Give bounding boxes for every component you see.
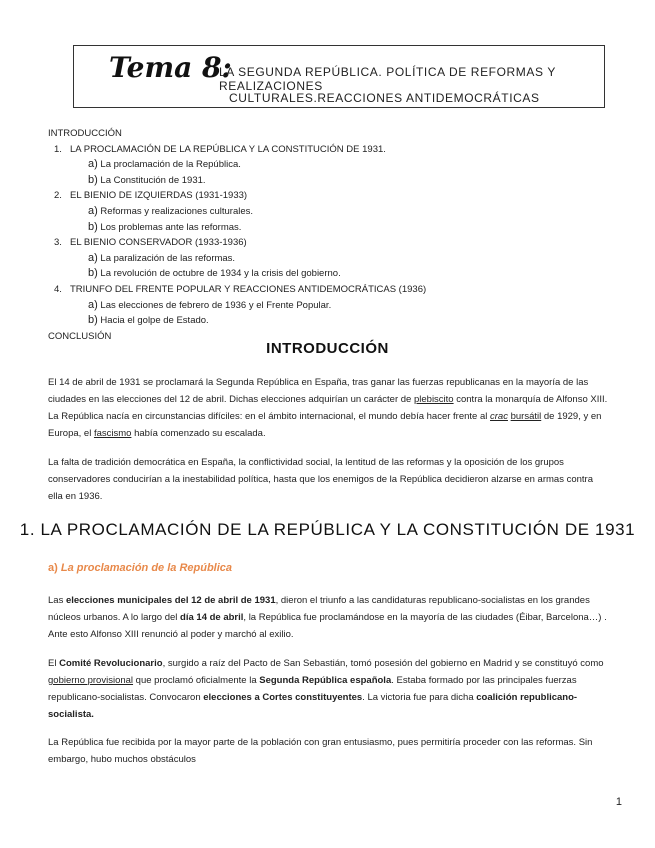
link-plebiscito: plebiscito	[413, 394, 454, 405]
toc-item-4: 4. TRIUNFO DEL FRENTE POPULAR Y REACCIONES ANTIDEMOCRÁTICAS (1936)	[54, 283, 427, 295]
section-1a-paragraph-2: El Comité Revolucionario, surgido a raíz del Pacto de San Sebastián, tomó posesión del gobierno en Madrid y se constituyó como gobierno provisional que proclamó oficialmente la Segunda República española. Estaba formado por las principales fuerzas republicano-socialistas. Convocaron elecciones a Cortes constituyentes. La victoria fue para dicha coalición republicano-socialista.	[48, 658, 604, 720]
tema-title: Tema 8:	[109, 51, 232, 84]
toc-subitem: b) La Constitución de 1931.	[88, 173, 206, 186]
intro-heading: INTRODUCCIÓN	[266, 340, 389, 357]
toc-subitem: a) Reformas y realizaciones culturales.	[88, 204, 254, 217]
section-1a-heading: a) La proclamación de la República	[48, 562, 233, 574]
link-crac: crac	[490, 411, 508, 422]
toc-subitem: a) La paralización de las reformas.	[88, 251, 236, 264]
section-1a-paragraph-1: Las elecciones municipales del 12 de abril de 1931, dieron el triunfo a las candidaturas republicano-socialistas en los grandes núcleos urbanos. A lo largo del día 14 de abril, la República fue proclamándose en la mayoría de las ciudades (Éibar, Barcelona…) . Ante esto Alfonso XIII renunció al poder y marchó al exilio.	[48, 595, 607, 640]
title-subtitle-line2: CULTURALES.REACCIONES ANTIDEMOCRÁTICAS	[229, 91, 540, 105]
section-1a-paragraph-3: La República fue recibida por la mayor parte de la población con gran entusiasmo, pues permitiría proceder con las reformas. Sin embargo, hubo muchos obstáculos	[48, 737, 593, 765]
toc-item-3: 3. EL BIENIO CONSERVADOR (1933-1936)	[54, 237, 247, 249]
toc-item-2: 2. EL BIENIO DE IZQUIERDAS (1931-1933)	[54, 190, 248, 202]
section-1-heading: 1. LA PROCLAMACIÓN DE LA REPÚBLICA Y LA CONSTITUCIÓN DE 1931	[19, 520, 636, 539]
page-number: 1	[615, 796, 622, 808]
toc-conclusion: CONCLUSIÓN	[48, 330, 112, 342]
table-of-contents	[48, 126, 426, 344]
intro-paragraph-2: La falta de tradición democrática en España, la conflictividad social, la lentitud de las reformas y la oposición de los grupos conservadores conducirían a la inestabilidad política, hasta que los enemigos de la República decidieron alzarse en armas contra ella en 1936.	[48, 457, 593, 502]
link-bursatil: bursátil	[510, 411, 542, 422]
toc-subitem: a) Las elecciones de febrero de 1936 y el Frente Popular.	[88, 298, 332, 311]
intro-paragraph-1: El 14 de abril de 1931 se proclamará la Segunda República en España, tras ganar las fuerzas republicanas en la mayoría de las ciudades en las elecciones del 12 de abril. Dichas elecciones adquirían un carácter de plebiscito contra la monarquía de Alfonso XIII. La República nacía en circunstancias difíciles: en el ámbito internacional, el mundo debía hacer frente al crac bursátil de 1929, y en Europa, el fascismo había comenzado su escalada.	[48, 377, 608, 439]
toc-subitem: a) La proclamación de la República.	[88, 158, 241, 171]
toc-item-1: 1. LA PROCLAMACIÓN DE LA REPÚBLICA Y LA CONSTITUCIÓN DE 1931.	[54, 143, 386, 155]
toc-intro: INTRODUCCIÓN	[48, 128, 122, 139]
toc-subitem: b) La revolución de octubre de 1934 y la crisis del gobierno.	[88, 267, 341, 280]
link-fascismo: fascismo	[93, 428, 132, 439]
toc-subitem: b) Los problemas ante las reformas.	[88, 220, 242, 233]
link-gobierno-provisional: gobierno provisional	[48, 675, 134, 686]
title-box	[73, 45, 605, 108]
toc-subitem: b) Hacia el golpe de Estado.	[88, 314, 209, 327]
title-subtitle-line1: LA SEGUNDA REPÚBLICA. POLÍTICA DE REFORMAS Y REALIZACIONES	[219, 65, 556, 93]
